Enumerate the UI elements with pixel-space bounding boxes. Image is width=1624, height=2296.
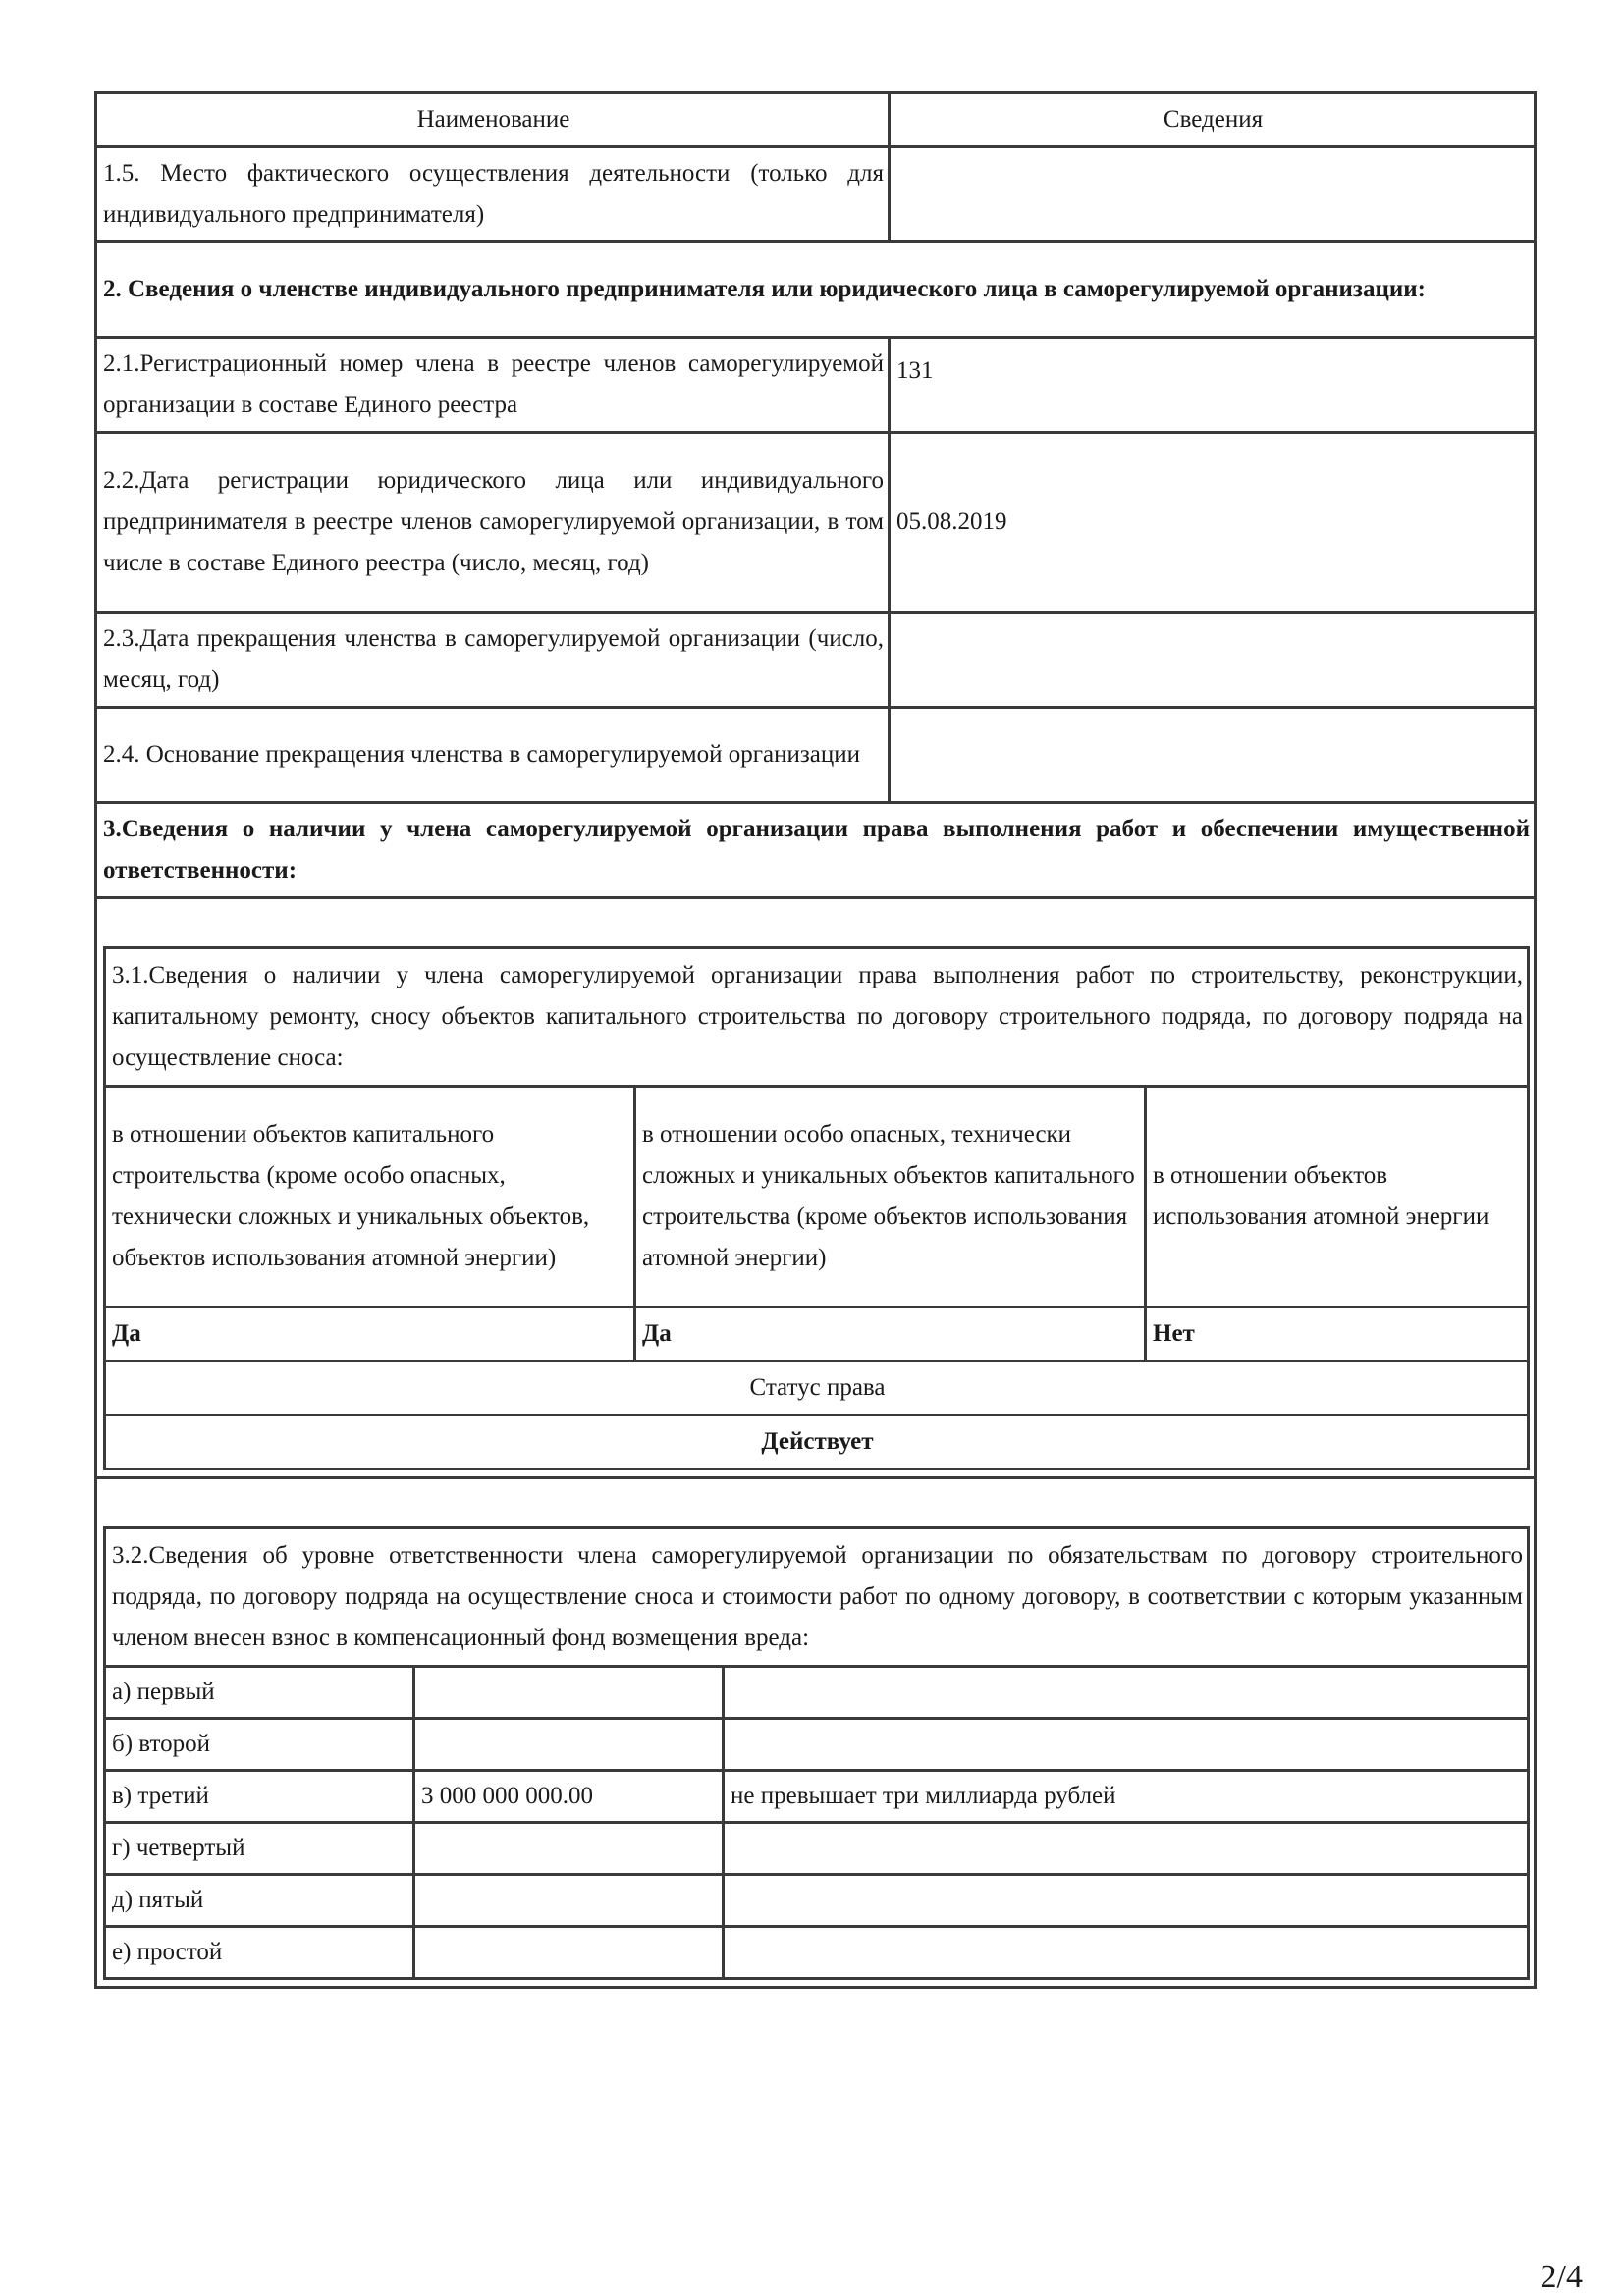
section-3-title-row <box>96 803 1536 898</box>
header-name-cell: Наименование <box>96 93 890 147</box>
level-name: д) пятый <box>105 1875 414 1927</box>
rights-columns-row <box>105 1087 1529 1308</box>
level-description <box>724 1875 1529 1927</box>
rights-column-nuclear: в отношении объектов использования атомной энергии <box>1146 1087 1529 1308</box>
row-2-2 <box>96 433 1536 613</box>
section-3-1-title: 3.1.Сведения о наличии у члена саморегулируемой организации права выполнения работ по строительству, реконструкции, капитальному ремонту, сносу объектов капитального строительства по договору строительного подряда, по договору подряда на осуществление сноса: <box>105 948 1529 1087</box>
section-3-title: 3.Сведения о наличии у члена саморегулируемой организации права выполнения работ и обеспечении имущественной ответственности: <box>96 803 1536 898</box>
liability-level-row <box>105 1927 1529 1979</box>
row-value: 05.08.2019 <box>890 433 1536 613</box>
liability-level-row <box>105 1719 1529 1771</box>
row-2-3 <box>96 613 1536 708</box>
registry-extract-table <box>94 91 1537 1989</box>
rights-value-dangerous: Да <box>635 1308 1146 1362</box>
level-description <box>724 1927 1529 1979</box>
row-1-5 <box>96 147 1536 242</box>
level-description <box>724 1823 1529 1875</box>
section-3-1-row <box>96 898 1536 1478</box>
row-label: 1.5. Место фактического осуществления деятельности (только для индивидуального предпринимателя) <box>96 147 890 242</box>
level-description <box>724 1667 1529 1719</box>
section-3-1-container <box>96 898 1536 1478</box>
row-label: 2.1.Регистрационный номер члена в реестре членов саморегулируемой организации в составе Единого реестра <box>96 338 890 433</box>
section-2-title-row <box>96 242 1536 338</box>
level-name: в) третий <box>105 1771 414 1823</box>
rights-values-row <box>105 1308 1529 1362</box>
row-value: 131 <box>890 338 1536 433</box>
row-label: 2.2.Дата регистрации юридического лица или индивидуального предпринимателя в реестре членов саморегулируемой организации, в том числе в составе Единого реестра (число, месяц, год) <box>96 433 890 613</box>
section-3-2-row <box>96 1478 1536 1988</box>
section-3-2-title: 3.2.Сведения об уровне ответственности члена саморегулируемой организации по обязательствам по договору строительного подряда, по договору подряда на осуществление сноса и стоимости работ по одному договору, в соответствии с которым указанным членом внесен взнос в компенсационный фонд возмещения вреда: <box>105 1528 1529 1667</box>
row-label: 2.3.Дата прекращения членства в саморегулируемой организации (число, месяц, год) <box>96 613 890 708</box>
rights-table <box>103 946 1530 1470</box>
level-amount <box>414 1823 724 1875</box>
row-label: 2.4. Основание прекращения членства в саморегулируемой организации <box>96 708 890 803</box>
liability-level-row <box>105 1667 1529 1719</box>
level-name: а) первый <box>105 1667 414 1719</box>
row-2-1 <box>96 338 1536 433</box>
rights-column-dangerous: в отношении особо опасных, технически сложных и уникальных объектов капитального строительства (кроме объектов использования атомной энергии) <box>635 1087 1146 1308</box>
status-value: Действует <box>105 1415 1529 1469</box>
rights-column-general: в отношении объектов капитального строительства (кроме особо опасных, технически сложных и уникальных объектов, объектов использования атомной энергии) <box>105 1087 635 1308</box>
level-amount <box>414 1719 724 1771</box>
level-description: не превышает три миллиарда рублей <box>724 1771 1529 1823</box>
liability-level-row <box>105 1823 1529 1875</box>
level-amount <box>414 1667 724 1719</box>
liability-level-row <box>105 1875 1529 1927</box>
row-2-4 <box>96 708 1536 803</box>
level-amount <box>414 1927 724 1979</box>
liability-level-row <box>105 1771 1529 1823</box>
header-row <box>96 93 1536 147</box>
level-amount: 3 000 000 000.00 <box>414 1771 724 1823</box>
level-name: б) второй <box>105 1719 414 1771</box>
row-value <box>890 613 1536 708</box>
section-2-title: 2. Сведения о членстве индивидуального предпринимателя или юридического лица в саморегулируемой организации: <box>96 242 1536 338</box>
row-value <box>890 708 1536 803</box>
liability-table <box>103 1526 1530 1980</box>
level-name: г) четвертый <box>105 1823 414 1875</box>
page-number: 2/4 <box>1540 2259 1583 2295</box>
level-name: е) простой <box>105 1927 414 1979</box>
header-info-cell: Сведения <box>890 93 1536 147</box>
row-value <box>890 147 1536 242</box>
status-label: Статус права <box>105 1362 1529 1415</box>
rights-value-general: Да <box>105 1308 635 1362</box>
level-amount <box>414 1875 724 1927</box>
section-3-2-container <box>96 1478 1536 1988</box>
rights-value-nuclear: Нет <box>1146 1308 1529 1362</box>
level-description <box>724 1719 1529 1771</box>
